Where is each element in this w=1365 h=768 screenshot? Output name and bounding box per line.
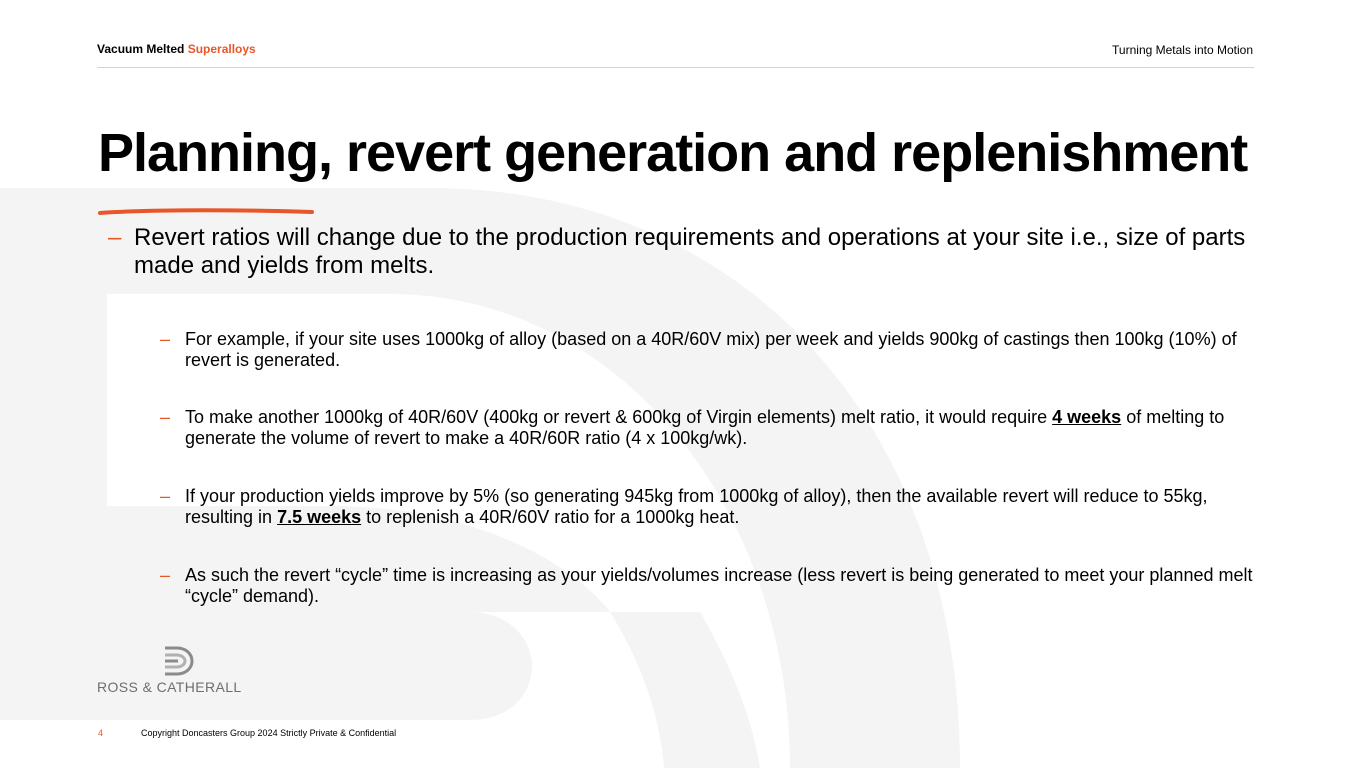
- bullet-dash: –: [160, 407, 171, 427]
- sub-bullet-text: For example, if your site uses 1000kg of alloy (based on a 40R/60V mix) per week and yields 900kg of castings then 100kg (10%) of revert is generated.: [185, 329, 1237, 370]
- sub-bullet-text-a: To make another 1000kg of 40R/60V (400kg or revert & 600kg of Virgin elements) melt ratio, it would require: [185, 407, 1053, 427]
- sub-bullet-yields: [160, 486, 1265, 528]
- sub-bullet-text-c: of melting to generate the volume of revert to make a 40R/60R ratio (4 x 100kg/wk).: [185, 407, 1225, 448]
- sub-bullet-4-weeks: [160, 407, 1265, 449]
- company-logo: [97, 645, 257, 697]
- sub-bullet-cycle: [160, 565, 1265, 607]
- logo-mark-icon: [163, 645, 195, 677]
- sub-bullet-text: [185, 407, 1265, 449]
- bullet-dash: –: [160, 486, 171, 506]
- bullet-main-text: Revert ratios will change due to the production requirements and operations at your site i.e., size of parts made and yields from melts.: [134, 224, 1246, 279]
- copyright-notice: Copyright Doncasters Group 2024 Strictly Private & Confidential: [141, 728, 397, 738]
- brand-accent-text: Superalloys: [187, 42, 256, 56]
- brand-text: Vacuum Melted: [97, 42, 185, 56]
- page-number: 4: [98, 728, 104, 738]
- header-divider: [97, 67, 1254, 68]
- tagline: Turning Metals into Motion: [1112, 43, 1253, 57]
- brand-header: [97, 42, 256, 56]
- bullet-dash: –: [160, 565, 171, 585]
- sub-bullet-text: [185, 486, 1265, 528]
- sub-bullet-text-a: If your production yields improve by 5% (so generating 945kg from 1000kg of alloy), then the available revert will reduce to 55kg, resulting in: [185, 486, 1208, 527]
- bullet-dash: –: [160, 329, 171, 349]
- sub-bullet-text-c: to replenish a 40R/60V ratio for a 1000kg heat.: [361, 507, 740, 527]
- slide-title: Planning, revert generation and replenishment: [98, 123, 1248, 183]
- bullet-dash: –: [108, 224, 122, 251]
- logo-wordmark: ROSS & CATHERALL: [97, 679, 242, 695]
- sub-bullet-text: As such the revert “cycle” time is increasing as your yields/volumes increase (less revert is being generated to meet your planned melt “cycle” demand).: [185, 565, 1253, 606]
- sub-bullet-example: [160, 329, 1265, 371]
- emphasis-7-5-weeks: 7.5 weeks: [277, 507, 362, 527]
- emphasis-4-weeks: 4 weeks: [1052, 407, 1122, 427]
- title-underline-swoosh: [98, 206, 314, 220]
- bullet-main: [108, 224, 1268, 280]
